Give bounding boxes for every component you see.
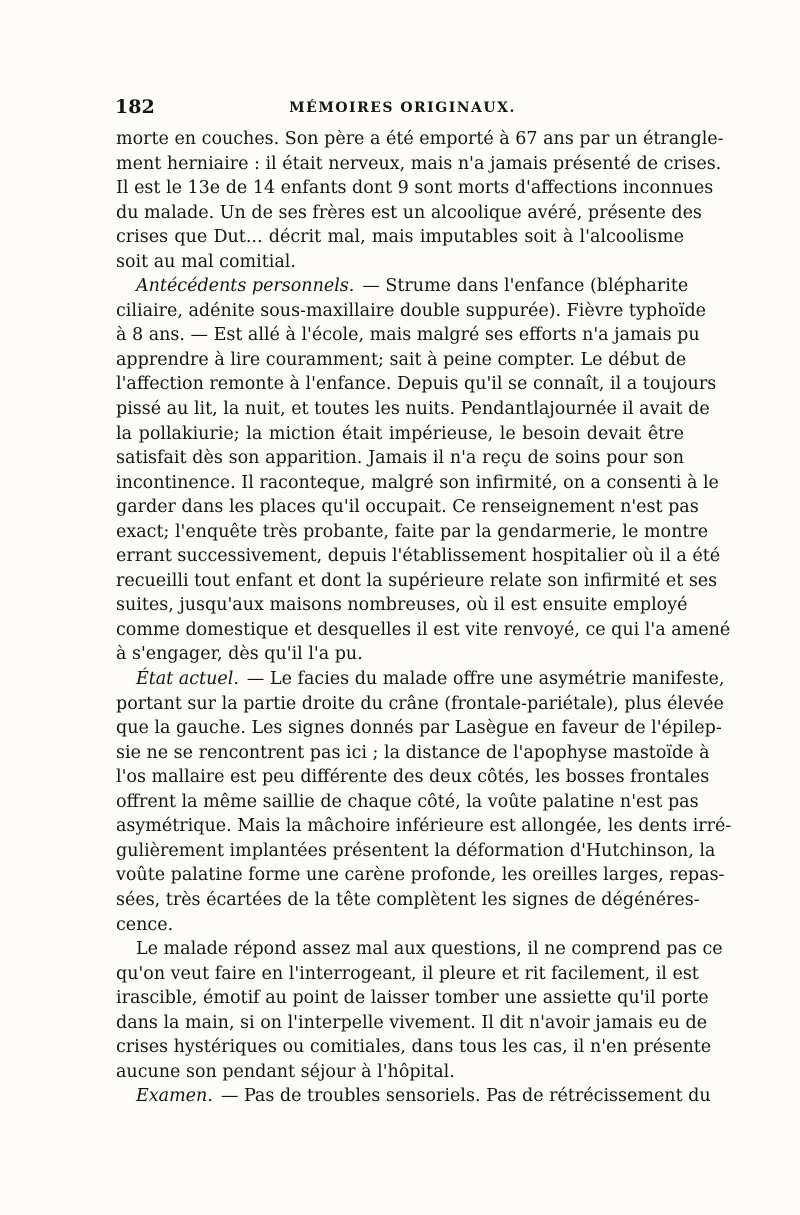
line-text: à s'engager, dès qu'il l'a pu. xyxy=(116,644,363,665)
text-line xyxy=(116,471,719,496)
text-line xyxy=(116,250,684,275)
line-text: qu'on veut faire en l'interrogeant, il pleure et rit facilement, il est xyxy=(116,963,699,984)
section-heading: Antécédents personnels. xyxy=(136,276,355,297)
line-text: satisfait dès son apparition. Jamais il n'a reçu de soins pour son xyxy=(116,448,684,469)
line-text: apprendre à lire couramment; sait à peine compter. Le début de xyxy=(116,349,687,370)
text-line xyxy=(116,225,684,250)
text-line xyxy=(116,348,687,373)
text-line xyxy=(116,667,725,692)
text-line xyxy=(116,593,688,618)
text-line xyxy=(116,176,714,201)
line-text: — Pas de troubles sensoriels. Pas de rétrécissement du xyxy=(220,1086,711,1107)
running-title: MÉMOIRES ORIGINAUX. xyxy=(289,100,516,116)
line-text: recueilli tout enfant et dont la supérieure relate son infirmité et ses xyxy=(116,570,718,591)
text-line xyxy=(116,323,700,348)
line-text: — Le facies du malade offre une asymétrie manifeste, xyxy=(246,669,725,690)
text-line xyxy=(116,839,716,864)
line-text: dans la main, si on l'interpelle vivement. Il dit n'avoir jamais eu de xyxy=(116,1012,708,1033)
text-line xyxy=(116,1011,708,1036)
line-text: portant sur la partie droite du crâne (frontale-pariétale), plus élevée xyxy=(116,693,724,714)
section-heading: Examen. xyxy=(136,1086,213,1107)
text-line xyxy=(116,1060,684,1085)
line-text: exact; l'enquête très probante, faite par la gendarmerie, le montre xyxy=(116,521,709,542)
line-text: offrent la même saillie de chaque côté, la voûte palatine n'est pas xyxy=(116,791,699,812)
line-text: voûte palatine forme une carène profonde, les oreilles larges, repas- xyxy=(116,865,725,886)
line-text: aucune son pendant séjour à l'hôpital. xyxy=(116,1061,455,1082)
text-line xyxy=(116,618,731,643)
text-line xyxy=(116,1035,712,1060)
line-text: morte en couches. Son père a été emporté à 67 ans par un étrangle- xyxy=(116,129,724,149)
line-text: que la gauche. Les signes donnés par Lasègue en faveur de l'épilep- xyxy=(116,718,722,739)
line-text: asymétrique. Mais la mâchoire inférieure est allongée, les dents irré- xyxy=(116,816,732,837)
text-line xyxy=(116,422,684,447)
line-text: l'os mallaire est peu différente des deux côtés, les bosses frontales xyxy=(116,767,710,788)
page-number: 182 xyxy=(115,96,155,118)
line-text: pissé au lit, la nuit, et toutes les nuits. Pendantlajournée il avait de xyxy=(116,399,710,420)
section-heading: État actuel. xyxy=(136,669,239,690)
line-text: sie ne se rencontrent pas ici ; la distance de l'apophyse mastoïde à xyxy=(116,742,710,763)
line-text: sées, très écartées de la tête complètent les signes de dégénéres- xyxy=(116,889,700,910)
text-line xyxy=(116,962,699,987)
text-line xyxy=(116,520,709,545)
line-text: cence. xyxy=(116,914,174,935)
text-line xyxy=(116,152,722,177)
text-line xyxy=(116,1084,711,1109)
line-text: ment herniaire : il était nerveux, mais n'a jamais présenté de crises. xyxy=(116,153,722,174)
line-text: Il est le 13e de 14 enfants dont 9 sont morts d'affections inconnues xyxy=(116,178,714,199)
text-line xyxy=(116,937,723,962)
text-line xyxy=(116,986,709,1011)
line-text: comme domestique et desquelles il est vite renvoyé, ce qui l'a amené xyxy=(116,619,731,640)
line-text: gulièrement implantées présentent la déformation d'Hutchinson, la xyxy=(116,840,716,861)
text-line xyxy=(116,716,722,741)
text-line xyxy=(116,544,721,569)
line-text: incontinence. Il raconteque, malgré son infirmité, on a consenti à le xyxy=(116,472,719,493)
text-line xyxy=(116,127,724,152)
line-text: du malade. Un de ses frères est un alcoolique avéré, présente des xyxy=(116,202,702,223)
text-line xyxy=(116,692,724,717)
text-line xyxy=(116,372,717,397)
line-text: suites, jusqu'aux maisons nombreuses, où il est ensuite employé xyxy=(116,595,688,616)
text-line xyxy=(116,446,684,471)
line-text: ciliaire, adénite sous-maxillaire double suppurée). Fièvre typhoïde xyxy=(116,300,707,321)
text-line xyxy=(116,201,702,226)
text-line xyxy=(116,495,699,520)
text-line xyxy=(116,642,684,667)
text-line xyxy=(116,814,732,839)
line-text: à 8 ans. — Est allé à l'école, mais malgré ses efforts n'a jamais pu xyxy=(116,325,700,346)
body-text xyxy=(116,127,732,1109)
text-line xyxy=(116,888,700,913)
text-line xyxy=(116,790,699,815)
line-text: garder dans les places qu'il occupait. Ce renseignement n'est pas xyxy=(116,497,699,518)
page-header xyxy=(115,96,690,124)
line-text: crises que Dut... décrit mal, mais imputables soit à l'alcoolisme xyxy=(116,227,684,248)
line-text: l'affection remonte à l'enfance. Depuis qu'il se connaît, il a toujours xyxy=(116,374,717,395)
line-text: irascible, émotif au point de laisser tomber une assiette qu'il porte xyxy=(116,988,709,1009)
line-text: crises hystériques ou comitiales, dans tous les cas, il n'en présente xyxy=(116,1037,712,1058)
text-line xyxy=(116,569,718,594)
text-line xyxy=(116,741,710,766)
text-line xyxy=(116,397,710,422)
text-line xyxy=(116,913,684,938)
line-text: soit au mal comitial. xyxy=(116,251,296,272)
text-line xyxy=(116,765,710,790)
line-text: — Strume dans l'enfance (blépharite xyxy=(362,276,689,297)
text-line xyxy=(116,299,707,324)
line-text: Le malade répond assez mal aux questions, il ne comprend pas ce xyxy=(136,939,723,960)
line-text: errant successivement, depuis l'établissement hospitalier où il a été xyxy=(116,546,721,567)
text-line xyxy=(116,863,725,888)
text-line xyxy=(116,274,689,299)
line-text: la pollakiurie; la miction était impérieuse, le besoin devait être xyxy=(116,423,684,444)
